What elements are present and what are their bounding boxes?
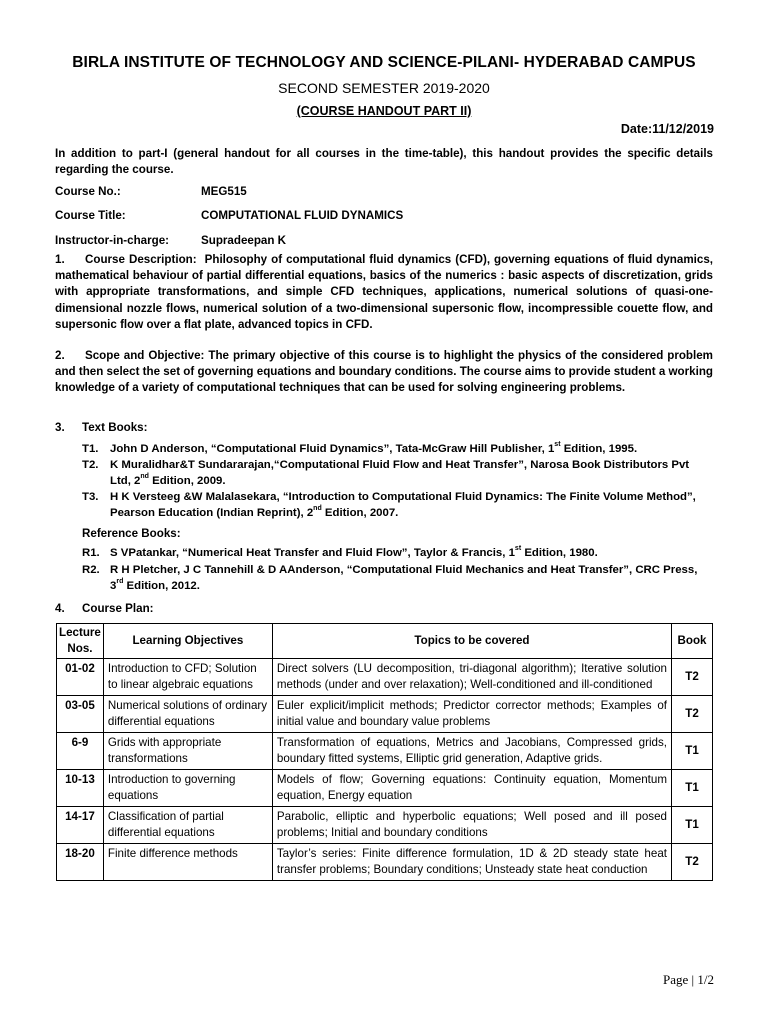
table-row — [57, 807, 713, 844]
reference-book-entry — [82, 546, 713, 562]
lecture-number-cell: 18-20 — [57, 844, 104, 881]
text-book-entry-key: T2. — [82, 459, 99, 471]
semester-subtitle: SECOND SEMESTER 2019-2020 — [278, 80, 490, 96]
column-header-objectives: Learning Objectives — [103, 624, 272, 659]
handout-part-label: (COURSE HANDOUT PART II) — [296, 104, 472, 118]
text-book-entry — [82, 458, 713, 490]
scope-objective — [55, 348, 713, 397]
text-book-entry — [82, 490, 713, 522]
topics-cell: Euler explicit/implicit methods; Predictor corrector methods; Examples of initial value and boundary value problems — [272, 696, 671, 733]
course-no-value: MEG515 — [201, 185, 247, 198]
reference-book-entry-text: S VPatankar, “Numerical Heat Transfer and Fluid Flow”, Taylor & Francis, 1st Edition, 1980. — [110, 545, 598, 559]
text-book-entry — [82, 442, 713, 458]
table-row — [57, 659, 713, 696]
section-text: Philosophy of computational fluid dynamics (CFD), governing equations of fluid dynamics, mathematical behaviour of partial differential equations, basics of the numerics : basic aspects of discretization, grids with appropriate transformations, and simple CFD techniques, applications, numerical solutions of quasi-one-dimensional nozzle flows, numerical solution of a two-dimensional supersonic flow, incompressible couette flow, and supersonic flow over a flat plate, advanced topics in CFD. — [55, 253, 713, 331]
instructor-value: Supradeepan K — [201, 234, 287, 247]
book-cell: T2 — [672, 659, 713, 696]
learning-objective-cell: Introduction to CFD; Solution to linear algebraic equations — [103, 659, 272, 696]
text-book-entry-key: T3. — [82, 491, 99, 503]
instructor-label: Instructor-in-charge: — [55, 234, 170, 247]
table-header-row — [57, 624, 713, 659]
course-plan-heading: 4. Course Plan: — [55, 602, 154, 615]
lecture-number-cell: 03-05 — [57, 696, 104, 733]
text-books-heading: 3. Text Books: — [55, 421, 148, 434]
course-no-field — [55, 185, 247, 198]
course-plan-table — [56, 623, 713, 881]
lecture-number-cell: 6-9 — [57, 733, 104, 770]
lecture-number-cell: 01-02 — [57, 659, 104, 696]
text-book-entry-key: T1. — [82, 443, 99, 455]
book-cell: T1 — [672, 733, 713, 770]
course-title-label: Course Title: — [55, 209, 126, 222]
section-number: 1. — [55, 253, 65, 266]
course-title-value: COMPUTATIONAL FLUID DYNAMICS — [201, 209, 404, 222]
table-row — [57, 844, 713, 881]
book-cell: T2 — [672, 696, 713, 733]
reference-book-entry-text: R H Pletcher, J C Tannehill & D AAnderson, “Computational Fluid Mechanics and Heat Transfer”, CRC Press, 3rd Edition, 2012. — [110, 564, 698, 592]
reference-book-entry-key: R2. — [82, 564, 100, 576]
course-no-label: Course No.: — [55, 185, 121, 198]
topics-cell: Transformation of equations, Metrics and Jacobians, Compressed grids, boundary fitted systems, Elliptic grid generation, Adaptive grids. — [272, 733, 671, 770]
book-cell: T1 — [672, 807, 713, 844]
institute-title: BIRLA INSTITUTE OF TECHNOLOGY AND SCIENCE-PILANI- HYDERABAD CAMPUS — [72, 54, 696, 71]
book-cell: T2 — [672, 844, 713, 881]
learning-objective-cell: Finite difference methods — [103, 844, 272, 881]
instructor-field — [55, 234, 286, 247]
table-row — [57, 696, 713, 733]
section-text: The primary objective of this course is to highlight the physics of the considered problem and then select the set of governing equations and boundary conditions. The course aims to provide student a working knowledge of a variety of computational techniques that can be used for solving engineering problems. — [55, 349, 713, 395]
table-row — [57, 733, 713, 770]
topics-cell: Direct solvers (LU decomposition, tri-diagonal algorithm); Iterative solution methods (under and over relaxation); Well-conditioned and ill-conditioned — [272, 659, 671, 696]
column-header-lecture: Lecture Nos. — [57, 624, 104, 659]
learning-objective-cell: Grids with appropriate transformations — [103, 733, 272, 770]
lecture-number-cell: 14-17 — [57, 807, 104, 844]
reference-book-entry — [82, 563, 713, 595]
lecture-number-cell: 10-13 — [57, 770, 104, 807]
column-header-topics: Topics to be covered — [272, 624, 671, 659]
book-cell: T1 — [672, 770, 713, 807]
topics-cell: Models of flow; Governing equations: Continuity equation, Momentum equation, Energy equation — [272, 770, 671, 807]
reference-books-heading: Reference Books: — [82, 527, 181, 540]
learning-objective-cell: Numerical solutions of ordinary differential equations — [103, 696, 272, 733]
text-book-entry-text: K Muralidhar&T Sundararajan,“Computational Fluid Flow and Heat Transfer”, Narosa Book Distributors Pvt Ltd, 2nd Edition, 2009. — [110, 459, 690, 487]
reference-book-entry-key: R1. — [82, 547, 100, 559]
page-number: Page | 1/2 — [663, 972, 714, 987]
learning-objective-cell: Introduction to governing equations — [103, 770, 272, 807]
column-header-book: Book — [672, 624, 713, 659]
learning-objective-cell: Classification of partial differential equations — [103, 807, 272, 844]
section-heading: Course Description: — [85, 253, 197, 266]
course-title-field — [55, 209, 403, 222]
topics-cell: Taylor’s series: Finite difference formulation, 1D & 2D steady state heat transfer problems; Boundary conditions; Unsteady state heat conduction — [272, 844, 671, 881]
handout-date: Date:11/12/2019 — [620, 122, 714, 136]
intro-paragraph: In addition to part-I (general handout for all courses in the time-table), this handout provides the specific details regarding the course. — [55, 147, 713, 176]
topics-cell: Parabolic, elliptic and hyperbolic equations; Well posed and ill posed problems; Initial and boundary conditions — [272, 807, 671, 844]
section-number: 2. — [55, 349, 65, 362]
text-book-entry-text: John D Anderson, “Computational Fluid Dynamics”, Tata-McGraw Hill Publisher, 1st Edition, 1995. — [110, 441, 638, 455]
section-heading: Scope and Objective: — [85, 349, 205, 362]
table-row — [57, 770, 713, 807]
text-book-entry-text: H K Versteeg &W Malalasekara, “Introduction to Computational Fluid Dynamics: The Finite Volume Method”, Pearson Education (Indian Reprint), 2nd Edition, 2007. — [110, 491, 696, 519]
course-description — [55, 252, 713, 333]
